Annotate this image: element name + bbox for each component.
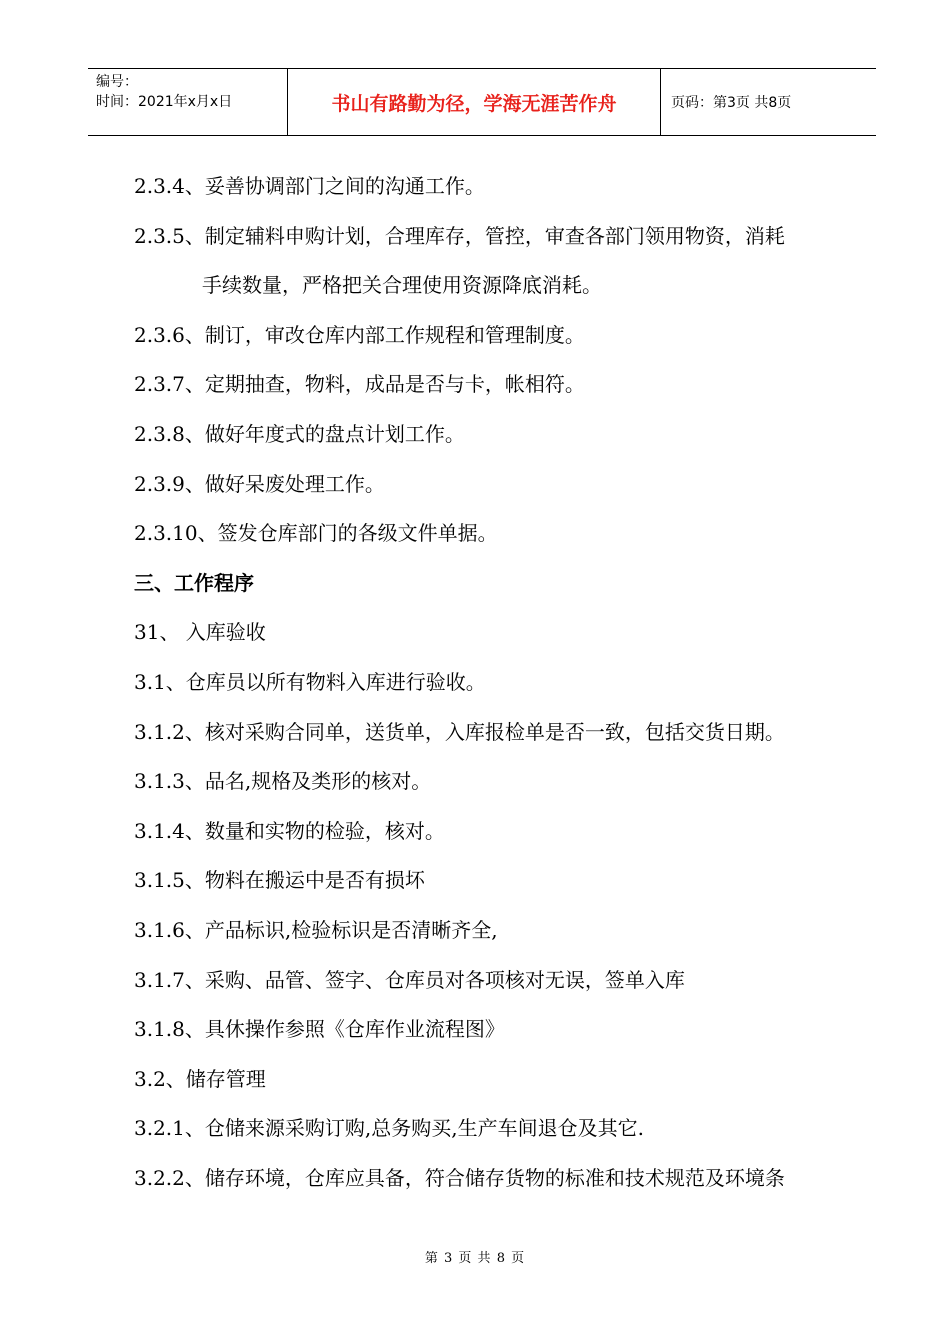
page-footer: 第 3 页 共 8 页 [424,1251,526,1266]
clause-3-1-4: 3.1.4、数量和实物的检验，核对。 [134,818,445,843]
clause-3-1-2: 3.1.2、核对采购合同单，送货单，入库报检单是否一致，包括交货日期。 [134,719,785,744]
clause-3-2-2: 3.2.2、储存环境，仓库应具备，符合储存货物的标准和技术规范及环境条 [134,1165,785,1190]
section-heading: 三、工作程序 [134,570,254,595]
clause-3-1-8: 3.1.8、具休操作参照《仓库作业流程图》 [134,1017,505,1042]
header-page-label: 页码：第3页 共8页 [671,95,792,111]
clause-3-1-7: 3.1.7、采购、品管、签字、仓库员对各项核对无误，签单入库 [134,967,685,992]
clause-2-3-9: 2.3.9、做好呆废处理工作。 [134,471,385,496]
header-meta [88,69,288,135]
clause-3-1-3: 3.1.3、品名,规格及类形的核对。 [134,769,432,794]
clause-3-1-5: 3.1.5、物料在搬运中是否有损坏 [134,868,425,893]
clause-2-3-7: 2.3.7、定期抽查，物料，成品是否与卡，帐相符。 [134,372,585,397]
subsection-3-1-heading: 31、 入库验收 [134,620,266,645]
number-label: 编号： [96,74,138,90]
clause-3-1-6: 3.1.6、产品标识,检验标识是否清晰齐全, [134,917,498,942]
clause-2-3-6: 2.3.6、制订，审改仓库内部工作规程和管理制度。 [134,322,585,347]
clause-3-2-1: 3.2.1、仓储来源采购订购,总务购买,生产车间退仓及其它. [134,1116,644,1141]
document-body [134,166,874,1207]
clause-2-3-10: 2.3.10、签发仓库部门的各级文件单据。 [134,521,498,546]
clause-3-1: 3.1、仓库员以所有物料入库进行验收。 [134,669,486,694]
clause-2-3-8: 2.3.8、做好年度式的盘点计划工作。 [134,421,465,446]
clause-2-3-5-continued: 手续数量，严格把关合理使用资源降底消耗。 [202,273,602,298]
header-motto: 书山有路勤为径，学海无涯苦作舟 [288,69,661,135]
clause-2-3-4: 2.3.4、妥善协调部门之间的沟通工作。 [134,174,485,198]
clause-2-3-5: 2.3.5、制定辅料申购计划，合理库存，管控，审查各部门领用物资，消耗 [134,223,785,248]
document-header [88,68,876,136]
time-label: 时间：2021年x月x日 [96,94,233,110]
subsection-3-2-heading: 3.2、储存管理 [134,1066,266,1091]
